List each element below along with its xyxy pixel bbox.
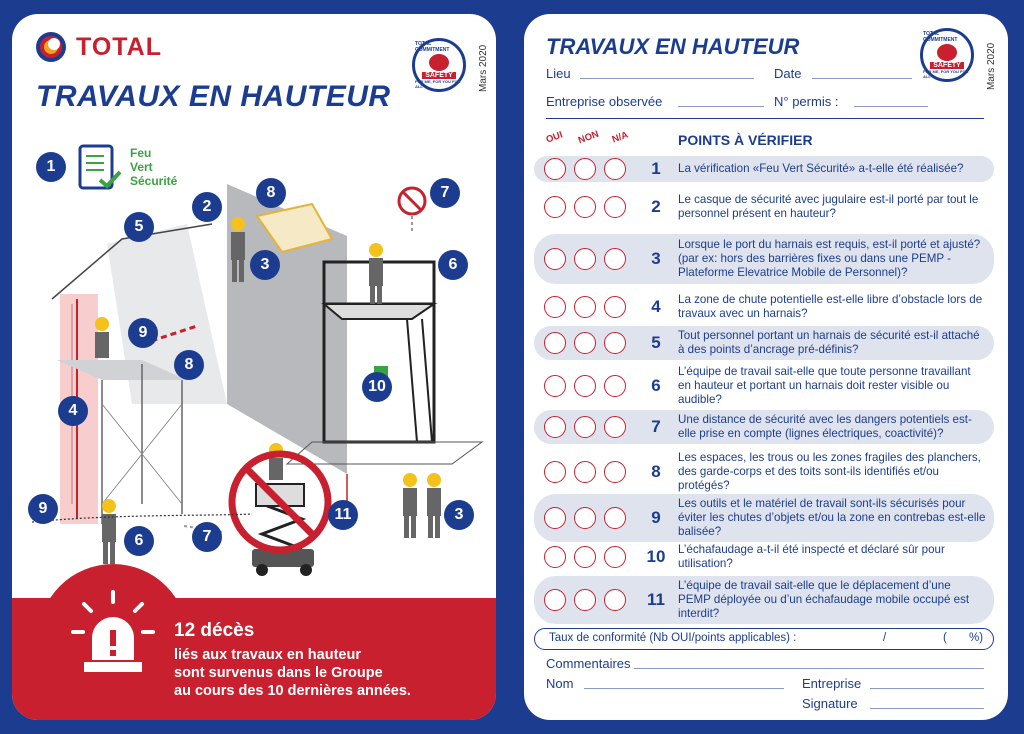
marker-9: 9: [128, 318, 158, 348]
na-radio[interactable]: [604, 375, 626, 397]
oui-radio[interactable]: [544, 589, 566, 611]
marker-6: 6: [438, 250, 468, 280]
marker-11: 11: [328, 500, 358, 530]
safety-badge: TOTAL COMMITMENT SAFETY FOR ME, FOR YOU FOR ALL: [920, 28, 974, 82]
page-title: TRAVAUX EN HAUTEUR: [36, 80, 391, 113]
non-radio[interactable]: [574, 375, 596, 397]
oui-radio[interactable]: [544, 332, 566, 354]
nom-field[interactable]: [584, 688, 784, 689]
oui-radio[interactable]: [544, 416, 566, 438]
oui-radio[interactable]: [544, 507, 566, 529]
na-radio[interactable]: [604, 196, 626, 218]
oui-radio[interactable]: [544, 158, 566, 180]
fatality-banner: 12 décès liés aux travaux en hauteur sont survenus dans le Groupe au cours des 10 dernières années.: [12, 598, 496, 720]
hand-icon: [429, 54, 449, 71]
checklist-row-11: 11 L’équipe de travail sait-elle que le déplacement d’une PEMP déployée ou d’un échafaudage mobile occupé est interdit?: [534, 576, 994, 624]
marker-6b: 6: [124, 526, 154, 556]
fvs-label: Feu Vert Sécurité: [130, 146, 178, 188]
oui-radio[interactable]: [544, 248, 566, 270]
lieu-field[interactable]: [580, 78, 754, 79]
na-radio[interactable]: [604, 461, 626, 483]
nom-label: Nom: [546, 676, 574, 691]
col-na: N/A: [610, 129, 630, 146]
fatality-count: 12 décès: [174, 620, 255, 641]
non-radio[interactable]: [574, 296, 596, 318]
marker-9b: 9: [28, 494, 58, 524]
checklist-row-7: 7 Une distance de sécurité avec les dangers potentiels est-elle prise en compte (lignes électriques, coactivité)?: [534, 410, 994, 444]
oui-radio[interactable]: [544, 296, 566, 318]
marker-1: 1: [36, 152, 66, 182]
marker-5: 5: [124, 212, 154, 242]
hand-icon: [937, 44, 957, 61]
lieu-label: Lieu: [546, 66, 571, 81]
oui-radio[interactable]: [544, 196, 566, 218]
non-radio[interactable]: [574, 196, 596, 218]
info-card: [12, 14, 496, 720]
checklist-row-10: 10 L’échafaudage a-t-il été inspecté et déclaré sûr pour utilisation?: [534, 540, 994, 574]
na-radio[interactable]: [604, 589, 626, 611]
na-radio[interactable]: [604, 416, 626, 438]
oui-radio[interactable]: [544, 546, 566, 568]
entreprise-observee-label: Entreprise observée: [546, 94, 663, 109]
commentaires-field[interactable]: [634, 668, 984, 669]
date-field-label: Date: [774, 66, 802, 81]
checklist-row-3: 3 Lorsque le port du harnais est requis, est-il porté et ajusté? (par ex: hors des barrières fixes ou dans une PEMP - Plateforme Elevatrice Mobile de Personnel)?: [534, 234, 994, 284]
na-radio[interactable]: [604, 507, 626, 529]
checklist-row-4: 4 La zone de chute potentielle est-elle libre d’obstacle lors de travaux avec un harnais?: [534, 290, 994, 324]
marker-8b: 8: [174, 350, 204, 380]
signature-field[interactable]: [870, 708, 984, 709]
commentaires-label: Commentaires: [546, 656, 631, 671]
safety-badge: TOTAL COMMITMENT SAFETY FOR ME, FOR YOU FOR ALL: [412, 38, 466, 92]
alarm-icon: [70, 588, 156, 687]
total-logo-icon: [34, 30, 68, 64]
na-radio[interactable]: [604, 546, 626, 568]
na-radio[interactable]: [604, 332, 626, 354]
non-radio[interactable]: [574, 461, 596, 483]
checklist-row-5: 5 Tout personnel portant un harnais de sécurité est-il attaché à des points d’ancrage pré-définis?: [534, 326, 994, 360]
date-label: Mars 2020: [478, 44, 489, 92]
marker-10: 10: [362, 372, 392, 402]
checklist-row-8: 8 Les espaces, les trous ou les zones fragiles des planchers, des garde-corps et des toits sont-ils identifiés et/ou protégés?: [534, 448, 994, 496]
na-radio[interactable]: [604, 158, 626, 180]
non-radio[interactable]: [574, 589, 596, 611]
permis-field[interactable]: [854, 106, 928, 107]
entreprise-label: Entreprise: [802, 676, 862, 691]
entreprise-field[interactable]: [870, 688, 984, 689]
compliance-rate-field[interactable]: Taux de conformité (Nb OUI/points applicables) : / ( %): [534, 628, 994, 650]
marker-2: 2: [192, 192, 222, 222]
col-non: NON: [576, 128, 601, 147]
non-radio[interactable]: [574, 248, 596, 270]
oui-radio[interactable]: [544, 461, 566, 483]
checklist-row-1: 1 La vérification «Feu Vert Sécurité» a-t-elle été réalisée?: [534, 156, 994, 182]
non-radio[interactable]: [574, 158, 596, 180]
checklist-row-9: 9 Les outils et le matériel de travail sont-ils sécurisés pour éviter les chutes d’objets et/ou la zone en contrebas est-elle balisée?: [534, 494, 994, 542]
non-radio[interactable]: [574, 507, 596, 529]
marker-4: 4: [58, 396, 88, 426]
marker-7: 7: [430, 178, 460, 208]
brand-name: TOTAL: [76, 32, 163, 61]
non-radio[interactable]: [574, 416, 596, 438]
signature-label: Signature: [802, 696, 858, 711]
compliance-rate-label: Taux de conformité (Nb OUI/points applicables) :: [549, 632, 797, 644]
marker-3b: 3: [444, 500, 474, 530]
marker-3: 3: [250, 250, 280, 280]
oui-radio[interactable]: [544, 375, 566, 397]
marker-8: 8: [256, 178, 286, 208]
points-header: POINTS À VÉRIFIER: [678, 132, 813, 148]
total-logo: [34, 30, 162, 64]
non-radio[interactable]: [574, 332, 596, 354]
checklist-card: [524, 14, 1008, 720]
checklist-title: TRAVAUX EN HAUTEUR: [546, 34, 800, 59]
checklist-row-6: 6 L’équipe de travail sait-elle que toute personne travaillant en hauteur et portant un harnais doit rester visible ou audible?: [534, 362, 994, 410]
illustration: [12, 144, 496, 594]
entreprise-observee-field[interactable]: [678, 106, 764, 107]
non-radio[interactable]: [574, 546, 596, 568]
col-oui: OUI: [544, 129, 565, 146]
date-field[interactable]: [812, 78, 912, 79]
marker-7b: 7: [192, 522, 222, 552]
permis-label: N° permis :: [774, 94, 839, 109]
checklist-icon: [78, 144, 124, 197]
na-radio[interactable]: [604, 296, 626, 318]
checklist-row-2: 2 Le casque de sécurité avec jugulaire est-il porté par tout le personnel présent en hauteur?: [534, 190, 994, 224]
na-radio[interactable]: [604, 248, 626, 270]
date-label: Mars 2020: [986, 42, 997, 90]
